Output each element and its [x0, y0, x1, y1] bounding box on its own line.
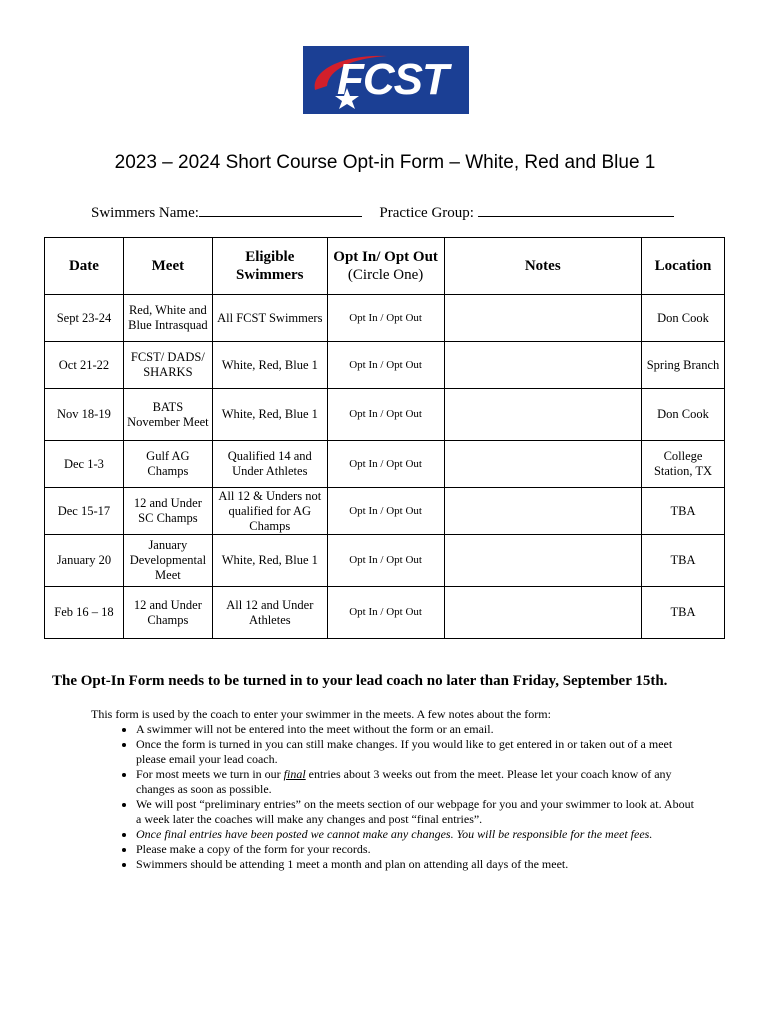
cell-meet: FCST/ DADS/ SHARKS [123, 342, 212, 389]
meet-opt-in-table [44, 237, 725, 639]
table-header-row [45, 238, 725, 295]
notes-list [91, 722, 701, 872]
bullet-prefix: For most meets we turn in our [136, 767, 284, 781]
cell-meet: 12 and Under Champs [123, 587, 212, 639]
form-notes [91, 707, 701, 872]
header-date: Date [45, 238, 124, 295]
cell-eligible: White, Red, Blue 1 [212, 342, 327, 389]
cell-opt-choice[interactable]: Opt In / Opt Out [327, 488, 444, 535]
cell-location: Don Cook [642, 295, 725, 342]
header-meet: Meet [123, 238, 212, 295]
cell-notes[interactable] [444, 535, 642, 587]
cell-eligible: All 12 and Under Athletes [212, 587, 327, 639]
header-optin-label: Opt In/ Opt Out [333, 249, 438, 265]
table-row [45, 295, 725, 342]
practice-group-label: Practice Group: [379, 205, 474, 221]
cell-eligible: White, Red, Blue 1 [212, 389, 327, 441]
cell-date: Dec 1-3 [45, 441, 124, 488]
list-item [136, 767, 701, 797]
deadline-notice: The Opt-In Form needs to be turned in to your lead coach no later than Friday, September 15th. [52, 673, 668, 689]
cell-location: TBA [642, 535, 725, 587]
cell-notes[interactable] [444, 295, 642, 342]
header-notes: Notes [444, 238, 642, 295]
header-location: Location [642, 238, 725, 295]
cell-date: Feb 16 – 18 [45, 587, 124, 639]
list-item: • Once the form is turned in you can still make changes. If you would like to get entered in or taken out of a meet please email your lead coach. [136, 737, 701, 767]
bullet-rest: entries about 3 weeks out from the meet. Please let your coach know of any changes as soon as possible. [136, 767, 672, 796]
cell-date: Sept 23-24 [45, 295, 124, 342]
cell-location: College Station, TX [642, 441, 725, 488]
header-eligible: Eligible Swimmers [212, 238, 327, 295]
notes-intro: This form is used by the coach to enter your swimmer in the meets. A few notes about the form: [91, 707, 551, 721]
cell-notes[interactable] [444, 587, 642, 639]
list-item: • Please make a copy of the form for your records. [136, 842, 701, 857]
cell-notes[interactable] [444, 342, 642, 389]
cell-location: TBA [642, 488, 725, 535]
cell-eligible: All 12 & Unders not qualified for AG Champs [212, 488, 327, 535]
cell-meet: January Developmental Meet [123, 535, 212, 587]
cell-opt-choice[interactable]: Opt In / Opt Out [327, 295, 444, 342]
cell-date: Oct 21-22 [45, 342, 124, 389]
swimmer-name-field[interactable] [199, 204, 362, 217]
cell-location: Don Cook [642, 389, 725, 441]
table-row [45, 488, 725, 535]
final-emphasis: final [283, 767, 306, 781]
cell-date: January 20 [45, 535, 124, 587]
cell-date: Dec 15-17 [45, 488, 124, 535]
list-item: • We will post “preliminary entries” on the meets section of our webpage for you and your swimmer to look at. About a week later the coaches will make any changes and post “final entries”. [136, 797, 701, 827]
cell-notes[interactable] [444, 488, 642, 535]
cell-location: TBA [642, 587, 725, 639]
cell-meet: BATS November Meet [123, 389, 212, 441]
cell-opt-choice[interactable]: Opt In / Opt Out [327, 587, 444, 639]
cell-eligible: Qualified 14 and Under Athletes [212, 441, 327, 488]
table-row [45, 535, 725, 587]
table-row [45, 587, 725, 639]
name-group-line [91, 204, 711, 222]
cell-date: Nov 18-19 [45, 389, 124, 441]
list-item: • Once final entries have been posted we cannot make any changes. You will be responsible for the meet fees. [136, 827, 701, 842]
cell-meet: Red, White and Blue Intrasquad [123, 295, 212, 342]
fcst-logo-graphic [303, 46, 469, 114]
logo-text: FCST [337, 55, 448, 104]
cell-opt-choice[interactable]: Opt In / Opt Out [327, 535, 444, 587]
swimmer-name-label: Swimmers Name: [91, 205, 199, 221]
cell-eligible: All FCST Swimmers [212, 295, 327, 342]
table-row [45, 342, 725, 389]
header-optin-sub: (Circle One) [347, 267, 424, 283]
cell-meet: 12 and Under SC Champs [123, 488, 212, 535]
fcst-logo [303, 46, 469, 114]
practice-group-field[interactable] [478, 204, 674, 217]
header-optin [327, 238, 444, 295]
cell-opt-choice[interactable]: Opt In / Opt Out [327, 389, 444, 441]
cell-opt-choice[interactable]: Opt In / Opt Out [327, 342, 444, 389]
cell-notes[interactable] [444, 441, 642, 488]
cell-eligible: White, Red, Blue 1 [212, 535, 327, 587]
cell-notes[interactable] [444, 389, 642, 441]
list-item: • Swimmers should be attending 1 meet a month and plan on attending all days of the meet. [136, 857, 701, 872]
cell-opt-choice[interactable]: Opt In / Opt Out [327, 441, 444, 488]
table-row [45, 389, 725, 441]
list-item: • A swimmer will not be entered into the meet without the form or an email. [136, 722, 701, 737]
table-row [45, 441, 725, 488]
cell-location: Spring Branch [642, 342, 725, 389]
cell-meet: Gulf AG Champs [123, 441, 212, 488]
form-title: 2023 – 2024 Short Course Opt-in Form – White, Red and Blue 1 [114, 152, 656, 173]
